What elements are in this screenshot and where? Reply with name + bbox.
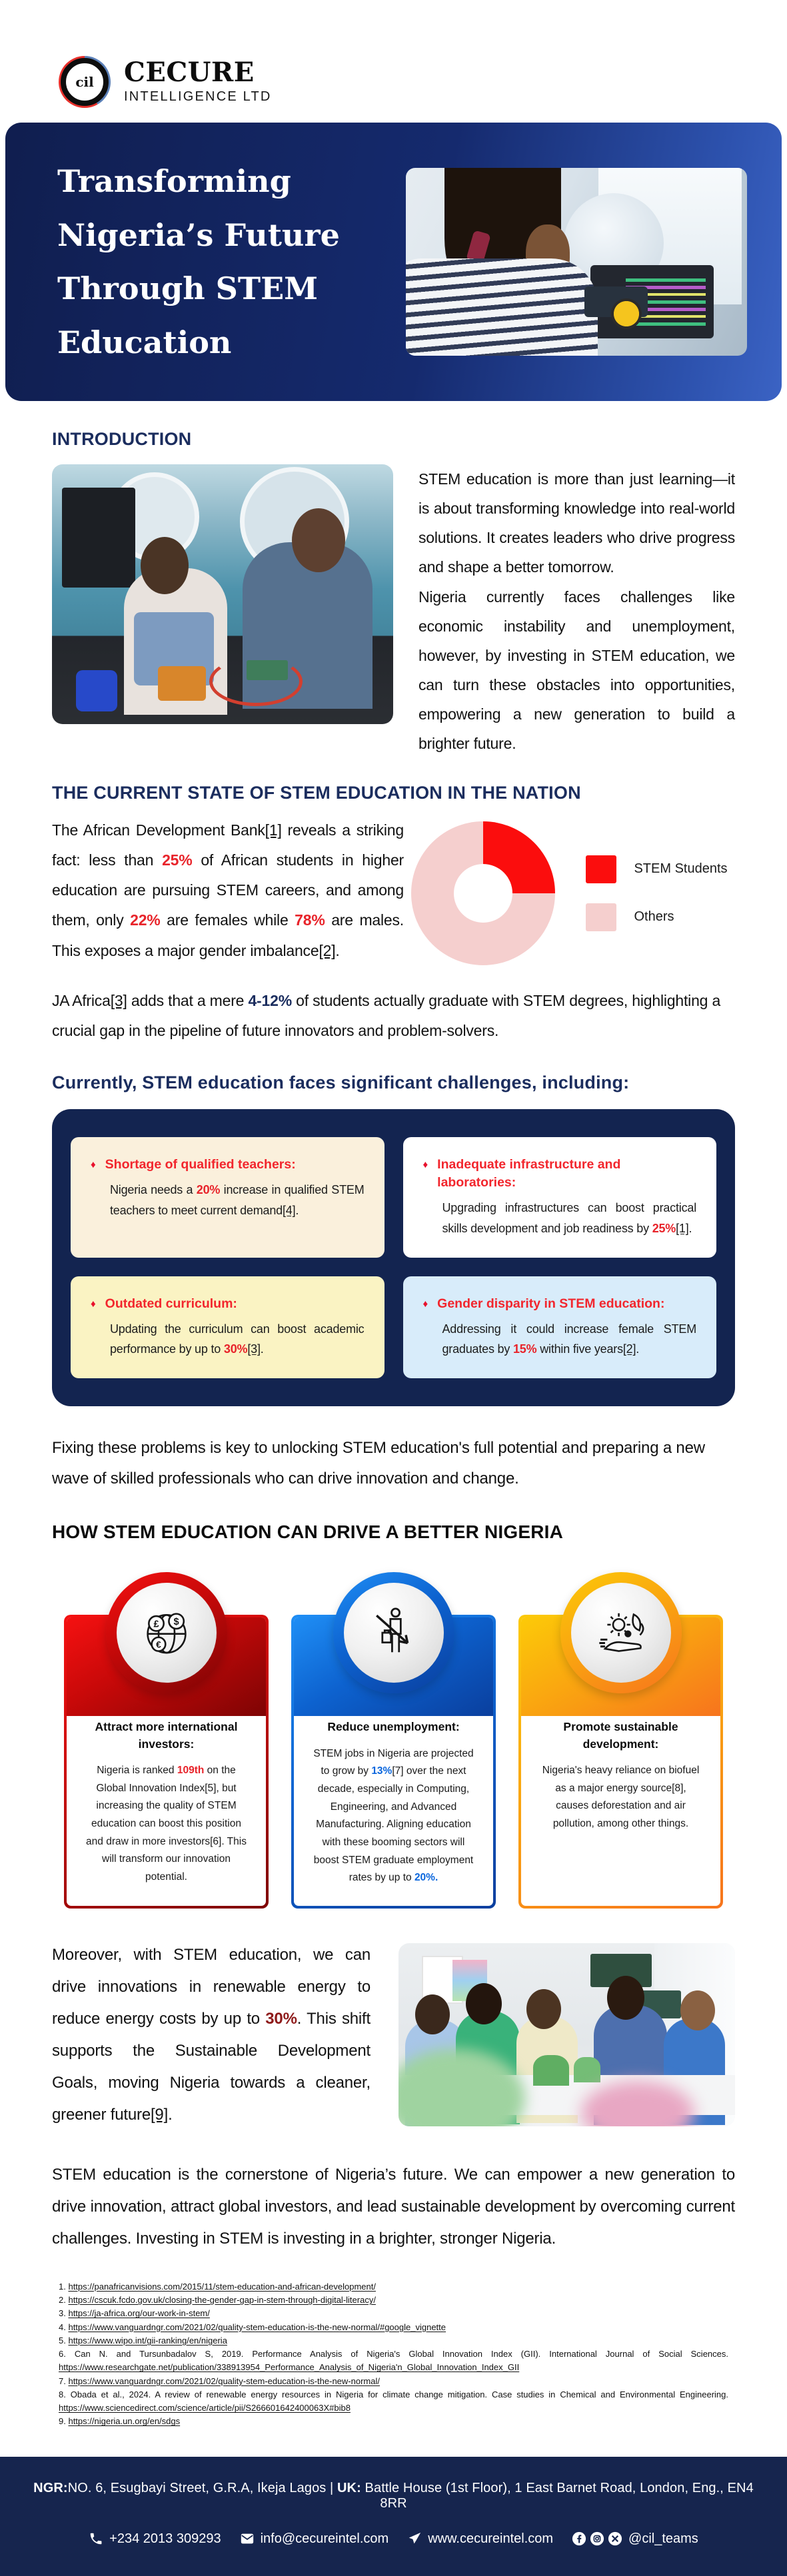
reference-item[interactable]: 2. https://cscuk.fcdo.gov.uk/closing-the-gender-gap-in-stem-through-digital-literacy/ <box>59 2295 376 2306</box>
reference-item[interactable]: 3. https://ja-africa.org/our-work-in-stem/ <box>59 2308 210 2319</box>
photo-circuit-board <box>247 660 288 680</box>
inline-link[interactable]: [9] <box>150 2105 169 2124</box>
references-list <box>59 2280 728 2429</box>
legend-swatch-stem <box>586 855 616 883</box>
photo-robot-wheel <box>611 298 642 329</box>
challenge-card-gender <box>403 1276 717 1378</box>
reference-item[interactable]: 1. https://panafricanvisions.com/2015/11/stem-education-and-african-development/ <box>59 2281 376 2292</box>
challenge-body: Updating the curriculum can boost academic performance by up to 30%[3]. <box>110 1322 365 1356</box>
photo-teacher-head <box>607 1976 644 2020</box>
inline-link[interactable]: [2] <box>319 941 336 959</box>
footer <box>0 2457 787 2576</box>
inline-link[interactable]: [3] <box>247 1342 261 1356</box>
current-state-heading: THE CURRENT STATE OF STEM EDUCATION IN THE NATION <box>52 782 581 803</box>
diamond-bullet-icon: ♦ <box>422 1158 428 1170</box>
introduction-text <box>418 464 735 759</box>
inline-link[interactable]: https://www.researchgate.net/publication/338913954_Performance_Analysis_of_Nigeria'n_Global_Innovation_Index_GII <box>59 2362 520 2373</box>
moreover-paragraph: Moreover, with STEM education, we can drive innovations in renewable energy to reduce energy costs by up to 30%. This shift supports the Sustainable Development Goals, moving Nigeria towards a cleaner, greener future[9]. <box>52 1945 371 2124</box>
photo-monitor <box>62 488 135 588</box>
inline-link[interactable]: [2] <box>622 1342 636 1356</box>
challenge-body: Nigeria needs a 20% increase in qualified STEM teachers to meet current demand[4]. <box>110 1183 365 1217</box>
company-logo-icon <box>59 56 111 108</box>
challenge-card-curriculum <box>71 1276 385 1378</box>
footer-address: NGR:NO. 6, Esugbayi Street, G.R.A, Ikeja Lagos | UK: Battle House (1st Floor), 1 East Barnet Road, London, Eng., EN4 8RR <box>33 2480 754 2511</box>
legend-label-others: Others <box>634 909 674 925</box>
legend-item-stem <box>586 855 727 883</box>
x-icon[interactable] <box>608 2531 622 2546</box>
svg-text:£: £ <box>153 1619 159 1630</box>
legend-label-stem: STEM Students <box>634 861 728 877</box>
donut-chart <box>411 821 555 965</box>
photo-child-head <box>141 537 189 594</box>
header <box>0 0 787 108</box>
drive-icon-circle <box>106 1572 227 1693</box>
intro-photo <box>52 464 393 724</box>
challenge-title: ♦ Outdated curriculum: <box>91 1295 365 1313</box>
diamond-bullet-icon: ♦ <box>91 1298 96 1310</box>
inline-link[interactable]: [1] <box>676 1221 689 1235</box>
stem-students-chart <box>404 821 735 966</box>
drive-heading: HOW STEM EDUCATION CAN DRIVE A BETTER NIGERIA <box>52 1521 564 1543</box>
current-state-paragraph: The African Development Bank[1] reveals a striking fact: less than 25% of African students in higher education are pursuing STEM careers, and among them, only 22% are females while 78% are males. This exposes a major gender imbalance[2]. <box>52 821 404 959</box>
logo-monogram: cil <box>61 58 109 106</box>
reference-item[interactable]: 6. Can N. and Tursunbadalov S, 2019. Performance Analysis of Nigeria's Global Innovation Index (GII). International Journal of Social Sciences. https://www.researchgate.net/publication/338913954_Performance_Analysis_of_Nigeria'n_Global_Innovation_Index_GII <box>59 2349 728 2373</box>
reference-item[interactable]: 9. https://nigeria.un.org/en/sdgs <box>59 2416 181 2427</box>
inline-link[interactable]: https://www.wipo.int/gii-ranking/en/nigeria <box>68 2335 227 2346</box>
brand-text <box>124 59 272 105</box>
chart-legend <box>586 835 727 951</box>
diamond-bullet-icon: ♦ <box>422 1298 428 1310</box>
inline-link[interactable]: https://nigeria.un.org/en/sdgs <box>68 2416 181 2427</box>
photo-student-head <box>415 1994 450 2034</box>
footer-phone[interactable] <box>89 2531 221 2547</box>
photo-striped-shirt <box>406 258 598 356</box>
legend-item-others <box>586 903 727 931</box>
footer-social-handle[interactable]: @cil_teams <box>628 2531 698 2546</box>
inline-link[interactable]: https://cscuk.fcdo.gov.uk/closing-the-gender-gap-in-stem-through-digital-literacy/ <box>68 2295 376 2306</box>
drive-card-title: Attract more international investors: <box>95 1720 238 1751</box>
drive-icon-circle <box>333 1572 454 1693</box>
drive-card-body: STEM jobs in Nigeria are projected to grow by 13%[7] over the next decade, especially in Computing, Engineering, and Advanced Manufacturing. Aligning education with these booming sectors will boost STEM graduate employment rates by up to 20%. <box>313 1747 474 1884</box>
drive-card-title: Reduce unemployment: <box>327 1720 460 1734</box>
footer-phone-number[interactable]: +234 2013 309293 <box>109 2531 221 2546</box>
reference-item[interactable]: 5. https://www.wipo.int/gii-ranking/en/nigeria <box>59 2335 227 2346</box>
classroom-photo <box>398 1943 735 2126</box>
inline-link[interactable]: https://ja-africa.org/our-work-in-stem/ <box>68 2308 210 2319</box>
photo-student-head <box>526 1989 561 2029</box>
intro-paragraph-1: STEM education is more than just learning—it is about transforming knowledge into real-world solutions. It creates leaders who drive progress and shape a better tomorrow. <box>418 470 735 576</box>
renewable-energy-section <box>52 1939 735 2131</box>
challenge-body: Upgrading infrastructures can boost practical skills development and job readiness by 25%[1]. <box>442 1201 696 1235</box>
drive-card-investors <box>64 1615 269 1909</box>
unemployment-person-icon <box>365 1604 422 1661</box>
intro-paragraph-2: Nigeria currently faces challenges like economic instability and unemployment, however, by investing in STEM education, we can turn these obstacles into opportunities, empowering a new generation to build a brighter future. <box>418 588 735 753</box>
challenge-title: ♦ Shortage of qualified teachers: <box>91 1156 365 1174</box>
instagram-icon[interactable] <box>590 2531 604 2546</box>
footer-email-text[interactable]: info@cecureintel.com <box>260 2531 389 2546</box>
facebook-icon[interactable] <box>572 2531 586 2546</box>
legend-swatch-others <box>586 903 616 931</box>
challenge-card-teachers <box>71 1137 385 1258</box>
phone-icon <box>89 2531 103 2546</box>
photo-student-head <box>466 1983 502 2024</box>
drive-cards <box>64 1615 723 1909</box>
email-icon <box>240 2531 255 2546</box>
drive-card-body: Nigeria is ranked 109th on the Global Innovation Index[5], but increasing the quality of STEM education can boost this position and draw in more investors[6]. This will transform our innovation potential. <box>86 1764 247 1883</box>
footer-email[interactable] <box>240 2531 389 2547</box>
conclusion-paragraph: STEM education is the cornerstone of Nigeria’s future. We can empower a new generation to drive innovation, attract global investors, and lead sustainable development by overcoming current challenges. Investing in STEM is investing in a brighter, stronger Nigeria. <box>52 2165 735 2248</box>
reference-item[interactable]: 4. https://www.vanguardngr.com/2021/02/quality-stem-education-is-the-new-normal/#google_vignette <box>59 2322 446 2332</box>
svg-text:€: € <box>155 1639 161 1650</box>
inline-link[interactable]: https://www.sciencedirect.com/science/article/pii/S266601642400063X#bib8 <box>59 2403 351 2413</box>
challenges-panel <box>52 1109 735 1406</box>
challenge-body: Addressing it could increase female STEM graduates by 15% within five years[2]. <box>442 1322 696 1356</box>
photo-student-head <box>680 1990 715 2030</box>
send-icon <box>407 2531 422 2546</box>
introduction-heading: INTRODUCTION <box>52 429 192 449</box>
inline-link[interactable]: [1] <box>265 821 282 839</box>
drive-card-sustainable <box>518 1615 723 1909</box>
drive-card-title: Promote sustainable development: <box>563 1720 678 1751</box>
sustainability-hand-icon <box>592 1604 650 1661</box>
current-state-section <box>52 815 735 966</box>
hero-photo <box>406 168 747 356</box>
photo-blue-cube <box>76 670 117 711</box>
challenge-title: ♦ Inadequate infrastructure and laboratories: <box>423 1156 697 1192</box>
inline-link[interactable]: https://panafricanvisions.com/2015/11/stem-education-and-african-development/ <box>68 2281 376 2292</box>
introduction-section <box>52 464 735 759</box>
photo-plant <box>533 2055 569 2086</box>
footer-contacts <box>20 2531 767 2547</box>
ja-africa-paragraph: JA Africa[3] adds that a mere 4-12% of students actually graduate with STEM degrees, highlighting a crucial gap in the pipeline of future innovators and problem-solvers. <box>52 992 721 1039</box>
inline-link[interactable]: [4] <box>282 1203 296 1217</box>
footer-social <box>572 2531 698 2547</box>
drive-card-body: Nigeria's heavy reliance on biofuel as a major energy source[8], causes deforestation and air pollution, among other things. <box>542 1764 700 1829</box>
hero-title: Transforming Nigeria’s Future Through STEM Education <box>57 163 340 360</box>
reference-item[interactable]: 7. https://www.vanguardngr.com/2021/02/quality-stem-education-is-the-new-normal/ <box>59 2375 380 2386</box>
footer-website-text[interactable]: www.cecureintel.com <box>428 2531 554 2546</box>
drive-card-unemployment <box>291 1615 496 1909</box>
globe-currency-icon <box>138 1604 195 1661</box>
photo-multimeter <box>158 666 206 701</box>
brand-subname: INTELLIGENCE LTD <box>124 89 272 104</box>
inline-link[interactable]: https://www.vanguardngr.com/2021/02/quality-stem-education-is-the-new-normal/ <box>68 2375 380 2386</box>
reference-item[interactable]: 8. Obada et al., 2024. A review of renewable energy resources in Nigeria for climate change mitigation. Case studies in Chemical and Environmental Engineering. https://www.sciencedirect.com/science/article/pii/S266601642400063X#bib8 <box>59 2389 728 2413</box>
brand-name: CECURE <box>124 57 255 88</box>
svg-text:$: $ <box>173 1617 179 1628</box>
footer-website[interactable] <box>407 2531 553 2547</box>
challenges-heading: Currently, STEM education faces significant challenges, including: <box>52 1072 630 1092</box>
challenge-title: ♦ Gender disparity in STEM education: <box>423 1295 697 1313</box>
drive-icon-circle <box>560 1572 682 1693</box>
main-content <box>0 429 787 2429</box>
inline-link[interactable]: https://www.vanguardngr.com/2021/02/quality-stem-education-is-the-new-normal/#google_vignette <box>68 2322 446 2332</box>
photo-plant <box>574 2057 600 2082</box>
inline-link[interactable]: [3] <box>110 992 127 1010</box>
diamond-bullet-icon: ♦ <box>91 1158 96 1170</box>
challenge-card-infrastructure <box>403 1137 717 1258</box>
hero-banner <box>5 123 782 401</box>
fixing-paragraph: Fixing these problems is key to unlocking STEM education's full potential and preparing a new wave of skilled professionals who can drive innovation and change. <box>52 1439 705 1488</box>
